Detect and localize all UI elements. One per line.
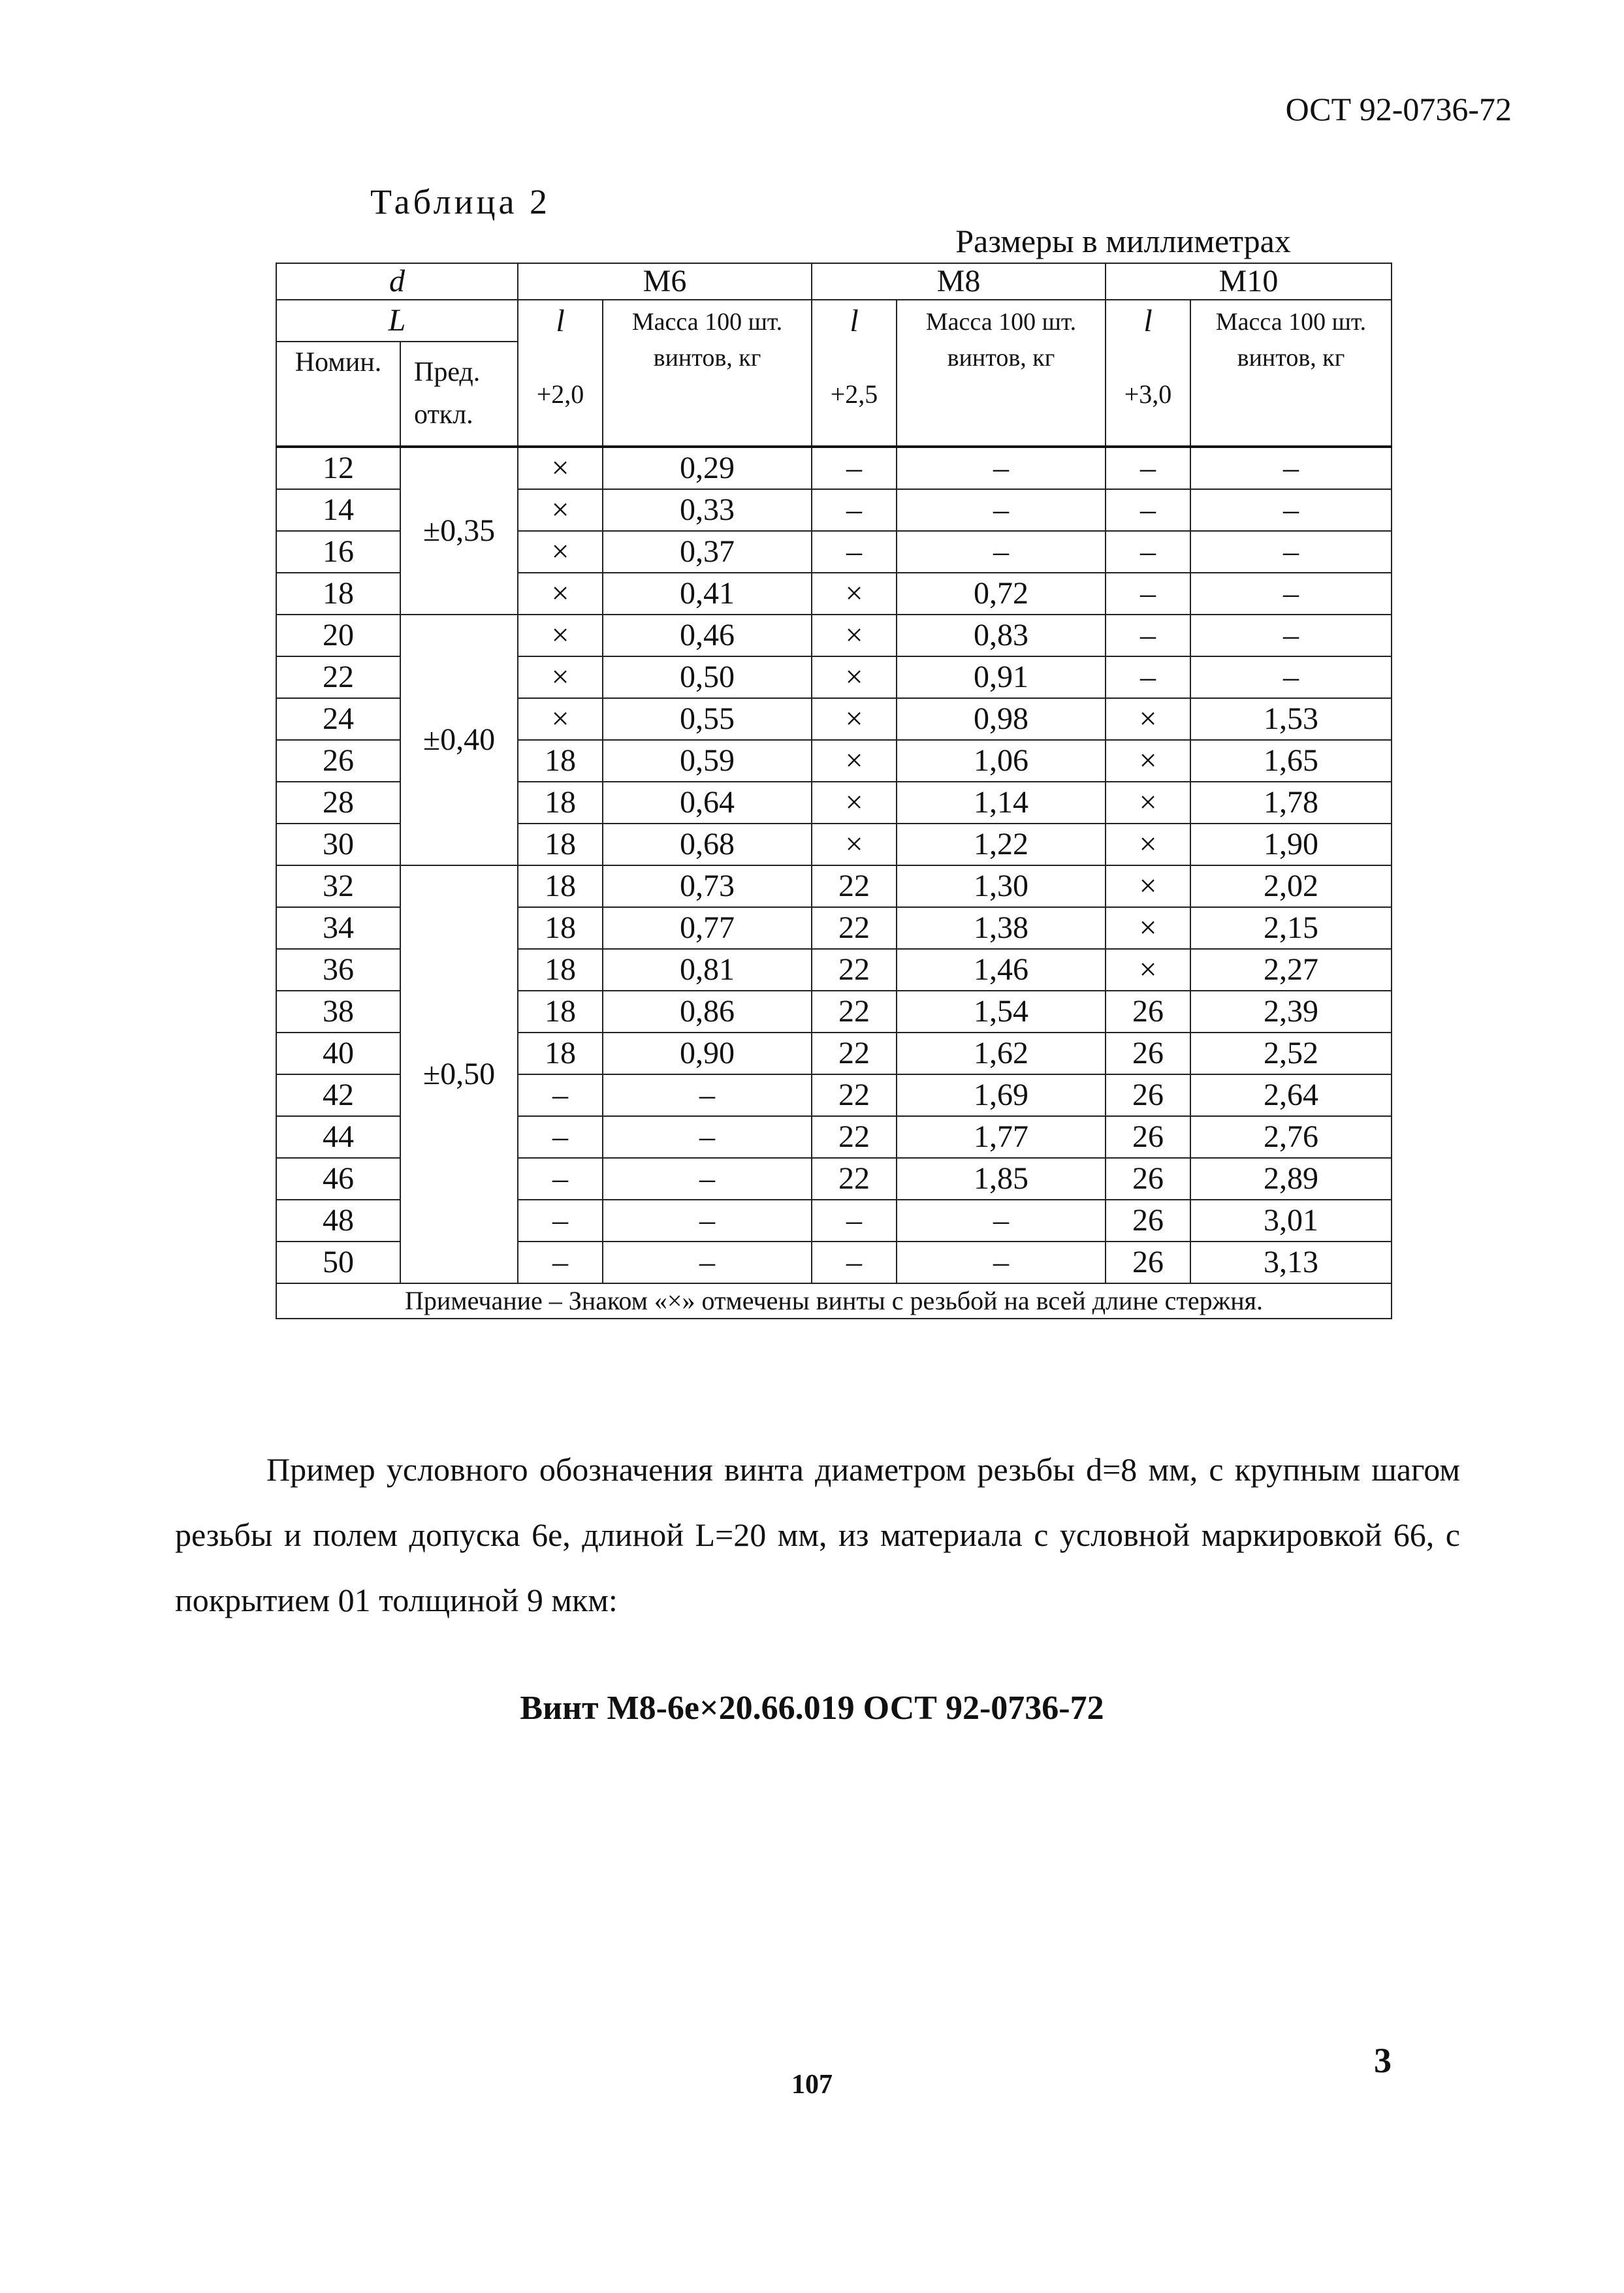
thread-length-m6: 18	[518, 949, 603, 991]
header-l-tolerance: +2,0	[536, 379, 584, 409]
header-tolerance-line1: Пред.	[414, 357, 481, 387]
thread-length-m10: 26	[1106, 1033, 1190, 1074]
thread-length-m6: 18	[518, 991, 603, 1033]
length-nominal: 50	[276, 1242, 400, 1283]
header-d: d	[276, 263, 518, 300]
thread-length-m10: –	[1106, 489, 1190, 531]
mass-m10: 1,78	[1190, 782, 1392, 824]
mass-m6: 0,37	[603, 531, 812, 573]
header-l-symbol: l	[850, 304, 859, 338]
mass-m10: 3,13	[1190, 1242, 1392, 1283]
thread-length-m8: ×	[812, 824, 897, 865]
length-nominal: 34	[276, 907, 400, 949]
header-l-tolerance: +2,5	[830, 379, 878, 409]
mass-m8: 0,98	[897, 698, 1106, 740]
thread-length-m6: ×	[518, 531, 603, 573]
mass-m10: 3,01	[1190, 1200, 1392, 1242]
mass-m6: 0,55	[603, 698, 812, 740]
mass-m8: 1,46	[897, 949, 1106, 991]
thread-length-m10: 26	[1106, 1242, 1190, 1283]
dimensions-table	[276, 263, 1392, 1319]
mass-m10: –	[1190, 531, 1392, 573]
mass-m6: 0,77	[603, 907, 812, 949]
length-nominal: 24	[276, 698, 400, 740]
thread-length-m8: 22	[812, 907, 897, 949]
mass-m6: 0,46	[603, 615, 812, 656]
header-L: L	[276, 300, 518, 342]
thread-length-m8: –	[812, 489, 897, 531]
thread-length-m6: 18	[518, 824, 603, 865]
header-size-m6: М6	[518, 263, 812, 300]
mass-m8: 1,14	[897, 782, 1106, 824]
thread-length-m6: –	[518, 1074, 603, 1116]
length-nominal: 32	[276, 865, 400, 907]
mass-m6: 0,33	[603, 489, 812, 531]
note-row	[276, 1283, 1392, 1319]
thread-length-m8: ×	[812, 573, 897, 615]
thread-length-m6: ×	[518, 698, 603, 740]
mass-m8: 1,06	[897, 740, 1106, 782]
thread-length-m10: ×	[1106, 907, 1190, 949]
length-nominal: 18	[276, 573, 400, 615]
mass-m6: 0,81	[603, 949, 812, 991]
thread-length-m6: 18	[518, 865, 603, 907]
length-nominal: 36	[276, 949, 400, 991]
header-l-m10	[1106, 300, 1190, 447]
mass-m6: –	[603, 1200, 812, 1242]
header-l-tolerance: +3,0	[1124, 379, 1172, 409]
thread-length-m6: ×	[518, 447, 603, 489]
mass-m6: –	[603, 1158, 812, 1200]
mass-m10: –	[1190, 447, 1392, 489]
thread-length-m10: 26	[1106, 1200, 1190, 1242]
thread-length-m8: –	[812, 1242, 897, 1283]
mass-m8: 1,38	[897, 907, 1106, 949]
mass-m8: 1,77	[897, 1116, 1106, 1158]
thread-length-m8: –	[812, 1200, 897, 1242]
length-nominal: 14	[276, 489, 400, 531]
thread-length-m10: –	[1106, 531, 1190, 573]
length-nominal: 30	[276, 824, 400, 865]
thread-length-m6: –	[518, 1158, 603, 1200]
mass-m8: 1,69	[897, 1074, 1106, 1116]
header-row-sizes	[276, 263, 1392, 300]
thread-length-m10: 26	[1106, 1158, 1190, 1200]
header-row-l	[276, 300, 1392, 342]
mass-m10: –	[1190, 656, 1392, 698]
mass-m10: –	[1190, 615, 1392, 656]
mass-m8: 1,85	[897, 1158, 1106, 1200]
length-nominal: 26	[276, 740, 400, 782]
thread-length-m8: ×	[812, 615, 897, 656]
table-row	[276, 615, 1392, 656]
thread-length-m6: ×	[518, 656, 603, 698]
mass-m10: –	[1190, 573, 1392, 615]
thread-length-m10: ×	[1106, 698, 1190, 740]
header-tolerance	[400, 342, 518, 447]
thread-length-m10: –	[1106, 447, 1190, 489]
mass-m10: 2,15	[1190, 907, 1392, 949]
thread-length-m6: ×	[518, 615, 603, 656]
length-nominal: 20	[276, 615, 400, 656]
length-nominal: 46	[276, 1158, 400, 1200]
example-paragraph	[175, 1437, 1460, 1633]
mass-m10: 2,27	[1190, 949, 1392, 991]
mass-m10: 2,76	[1190, 1116, 1392, 1158]
mass-m10: 1,53	[1190, 698, 1392, 740]
header-l-m6	[518, 300, 603, 447]
thread-length-m6: –	[518, 1200, 603, 1242]
length-tolerance: ±0,40	[400, 615, 518, 865]
mass-m6: –	[603, 1116, 812, 1158]
mass-m8: –	[897, 447, 1106, 489]
thread-length-m8: 22	[812, 1033, 897, 1074]
mass-m6: 0,64	[603, 782, 812, 824]
table-note: Примечание – Знаком «×» отмечены винты с резьбой на всей длине стержня.	[276, 1283, 1392, 1319]
thread-length-m10: ×	[1106, 824, 1190, 865]
mass-m6: 0,29	[603, 447, 812, 489]
mass-m8: 0,83	[897, 615, 1106, 656]
length-nominal: 12	[276, 447, 400, 489]
header-l-m8	[812, 300, 897, 447]
header-l-symbol: l	[1143, 304, 1153, 338]
table-title: Таблица 2	[370, 182, 550, 221]
thread-length-m10: ×	[1106, 949, 1190, 991]
mass-m10: 1,65	[1190, 740, 1392, 782]
mass-m6: –	[603, 1074, 812, 1116]
mass-m6: –	[603, 1242, 812, 1283]
length-nominal: 38	[276, 991, 400, 1033]
mass-m8: –	[897, 1242, 1106, 1283]
table-row	[276, 447, 1392, 489]
thread-length-m10: –	[1106, 656, 1190, 698]
thread-length-m6: 18	[518, 1033, 603, 1074]
mass-m10: 2,02	[1190, 865, 1392, 907]
thread-length-m8: 22	[812, 991, 897, 1033]
mass-m10: 2,52	[1190, 1033, 1392, 1074]
mass-m6: 0,41	[603, 573, 812, 615]
mass-m6: 0,50	[603, 656, 812, 698]
mass-m8: 0,72	[897, 573, 1106, 615]
thread-length-m8: –	[812, 447, 897, 489]
mass-m6: 0,68	[603, 824, 812, 865]
thread-length-m10: 26	[1106, 1074, 1190, 1116]
thread-length-m6: –	[518, 1242, 603, 1283]
mass-m10: 1,90	[1190, 824, 1392, 865]
sheet-number: 3	[1374, 2041, 1392, 2080]
thread-length-m6: 18	[518, 782, 603, 824]
mass-m10: –	[1190, 489, 1392, 531]
units-caption: Размеры в миллиметрах	[955, 223, 1291, 259]
thread-length-m8: 22	[812, 949, 897, 991]
thread-length-m10: ×	[1106, 782, 1190, 824]
designation-example: Винт М8-6е×20.66.019 ОСТ 92-0736-72	[520, 1690, 1104, 1727]
mass-m6: 0,86	[603, 991, 812, 1033]
length-nominal: 42	[276, 1074, 400, 1116]
header-mass-m10: Масса 100 шт. винтов, кг	[1190, 300, 1392, 447]
thread-length-m8: ×	[812, 656, 897, 698]
length-nominal: 44	[276, 1116, 400, 1158]
mass-m8: 1,22	[897, 824, 1106, 865]
mass-m8: 0,91	[897, 656, 1106, 698]
header-size-m8: М8	[812, 263, 1106, 300]
mass-m6: 0,90	[603, 1033, 812, 1074]
mass-m8: 1,62	[897, 1033, 1106, 1074]
thread-length-m8: 22	[812, 1158, 897, 1200]
thread-length-m10: ×	[1106, 865, 1190, 907]
example-text: Пример условного обозначения винта диаметром резьбы d=8 мм, с крупным шагом резьбы и полем допуска 6e, длиной L=20 мм, из материала с условной маркировкой 66, с покрытием 01 толщиной 9 мкм:	[175, 1451, 1460, 1618]
thread-length-m10: 26	[1106, 991, 1190, 1033]
mass-m8: –	[897, 531, 1106, 573]
length-nominal: 40	[276, 1033, 400, 1074]
length-tolerance: ±0,50	[400, 865, 518, 1283]
document-code: ОСТ 92-0736-72	[1285, 91, 1512, 127]
mass-m6: 0,73	[603, 865, 812, 907]
mass-m8: 1,54	[897, 991, 1106, 1033]
mass-m6: 0,59	[603, 740, 812, 782]
header-nominal: Номин.	[276, 342, 400, 447]
thread-length-m8: 22	[812, 1116, 897, 1158]
header-l-symbol: l	[556, 304, 565, 338]
length-nominal: 48	[276, 1200, 400, 1242]
mass-m10: 2,64	[1190, 1074, 1392, 1116]
header-mass-m6: Масса 100 шт. винтов, кг	[603, 300, 812, 447]
thread-length-m10: ×	[1106, 740, 1190, 782]
thread-length-m6: ×	[518, 489, 603, 531]
header-mass-m8: Масса 100 шт. винтов, кг	[897, 300, 1106, 447]
length-tolerance: ±0,35	[400, 447, 518, 615]
length-nominal: 28	[276, 782, 400, 824]
header-tolerance-line2: откл.	[414, 400, 473, 430]
page-number: 107	[791, 2070, 833, 2100]
thread-length-m8: –	[812, 531, 897, 573]
mass-m8: –	[897, 489, 1106, 531]
thread-length-m10: 26	[1106, 1116, 1190, 1158]
length-nominal: 22	[276, 656, 400, 698]
mass-m10: 2,89	[1190, 1158, 1392, 1200]
thread-length-m8: ×	[812, 782, 897, 824]
table-row	[276, 865, 1392, 907]
thread-length-m8: ×	[812, 740, 897, 782]
thread-length-m8: 22	[812, 1074, 897, 1116]
thread-length-m8: 22	[812, 865, 897, 907]
thread-length-m6: 18	[518, 907, 603, 949]
mass-m10: 2,39	[1190, 991, 1392, 1033]
thread-length-m10: –	[1106, 615, 1190, 656]
header-size-m10: М10	[1106, 263, 1392, 300]
mass-m8: –	[897, 1200, 1106, 1242]
thread-length-m6: –	[518, 1116, 603, 1158]
mass-m8: 1,30	[897, 865, 1106, 907]
thread-length-m6: ×	[518, 573, 603, 615]
thread-length-m6: 18	[518, 740, 603, 782]
thread-length-m8: ×	[812, 698, 897, 740]
thread-length-m10: –	[1106, 573, 1190, 615]
length-nominal: 16	[276, 531, 400, 573]
